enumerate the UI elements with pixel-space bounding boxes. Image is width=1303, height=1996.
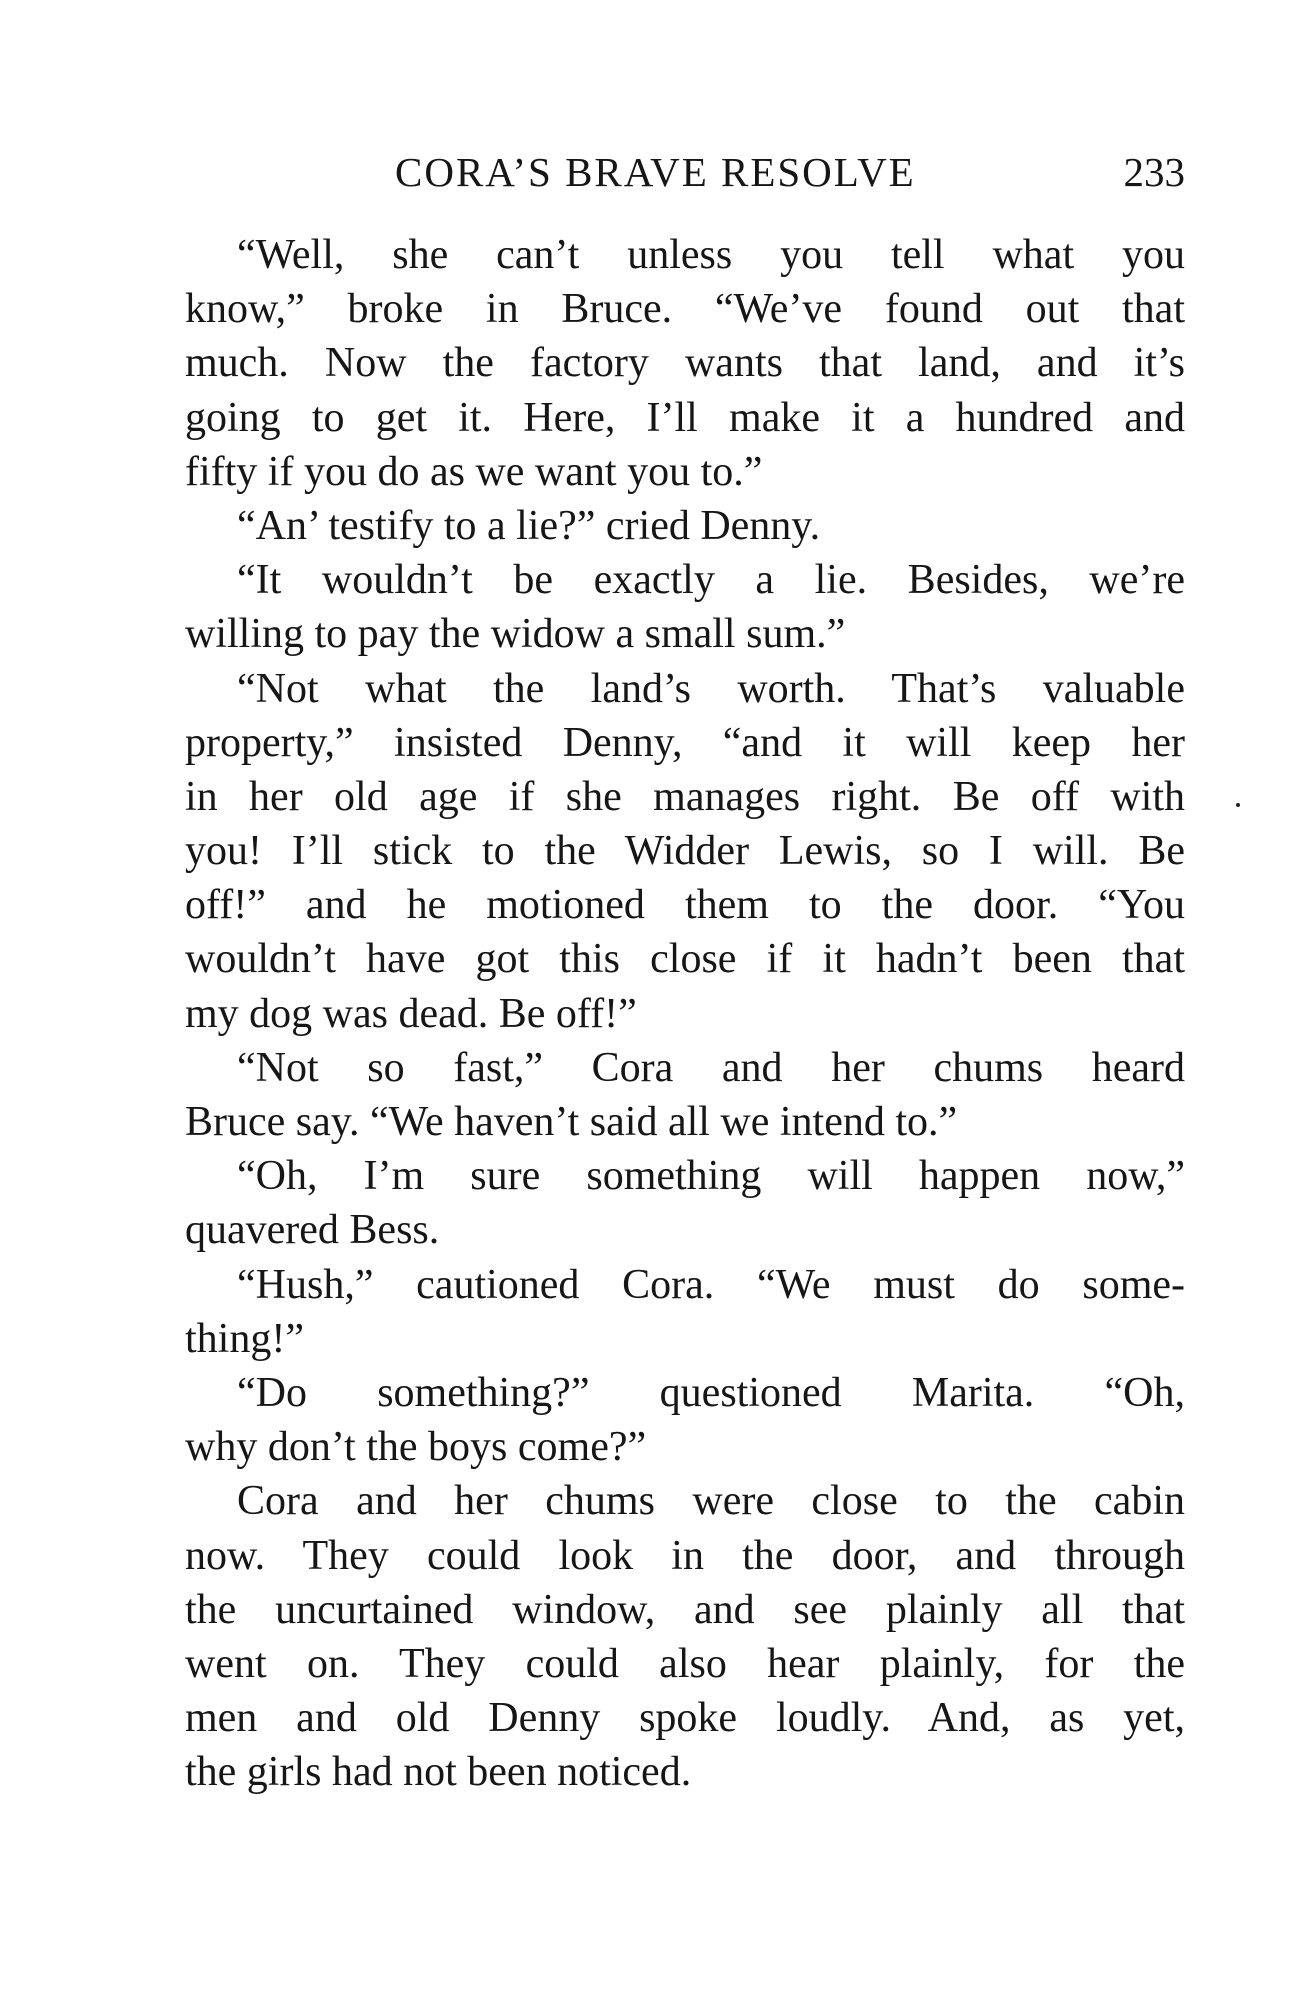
text-line: off!” and he motioned them to the door. “You: [185, 882, 1185, 929]
text-line: “Do something?” questioned Marita. “Oh,: [237, 1369, 1185, 1416]
text-line: Bruce say. “We haven’t said all we intend to.”: [185, 1099, 958, 1145]
margin-ink-mark: [1236, 803, 1240, 807]
text-line: the uncurtained window, and see plainly all that: [185, 1586, 1185, 1633]
body-text: [185, 228, 1185, 1799]
text-line: “Hush,” cautioned Cora. “We must do some-: [237, 1261, 1185, 1308]
text-line: men and old Denny spoke loudly. And, as yet,: [185, 1695, 1185, 1742]
text-line: now. They could look in the door, and through: [185, 1532, 1185, 1579]
page-number: 233: [1123, 149, 1185, 195]
text-line: know,” broke in Bruce. “We’ve found out that: [185, 286, 1185, 333]
text-line: much. Now the factory wants that land, and it’s: [185, 340, 1185, 387]
text-line: in her old age if she manages right. Be off with: [185, 773, 1185, 820]
text-line: “It wouldn’t be exactly a lie. Besides, we’re: [237, 557, 1185, 604]
text-line: “Oh, I’m sure something will happen now,”: [237, 1153, 1185, 1200]
text-line: property,” insisted Denny, “and it will keep her: [185, 719, 1185, 766]
text-line: my dog was dead. Be off!”: [185, 990, 637, 1037]
text-line: Cora and her chums were close to the cabin: [237, 1478, 1185, 1525]
text-line: going to get it. Here, I’ll make it a hundred and: [185, 394, 1185, 441]
text-line: “Not what the land’s worth. That’s valuable: [237, 665, 1185, 712]
text-line: went on. They could also hear plainly, for the: [185, 1640, 1185, 1687]
text-line: quavered Bess.: [185, 1207, 440, 1254]
text-line: “An’ testify to a lie?” cried Denny.: [237, 502, 821, 549]
text-line: thing!”: [185, 1315, 304, 1362]
text-line: the girls had not been noticed.: [185, 1749, 692, 1796]
text-line: wouldn’t have got this close if it hadn’t been that: [185, 936, 1185, 983]
text-line: willing to pay the widow a small sum.”: [185, 611, 846, 658]
text-line: “Not so fast,” Cora and her chums heard: [237, 1044, 1185, 1091]
text-line: you! I’ll stick to the Widder Lewis, so I will. Be: [185, 828, 1185, 875]
text-line: fifty if you do as we want you to.”: [185, 448, 763, 495]
running-title: CORA’S BRAVE RESOLVE: [395, 149, 916, 195]
running-head: [185, 142, 1185, 202]
text-line: “Well, she can’t unless you tell what you: [237, 232, 1185, 278]
text-line: why don’t the boys come?”: [185, 1424, 647, 1471]
